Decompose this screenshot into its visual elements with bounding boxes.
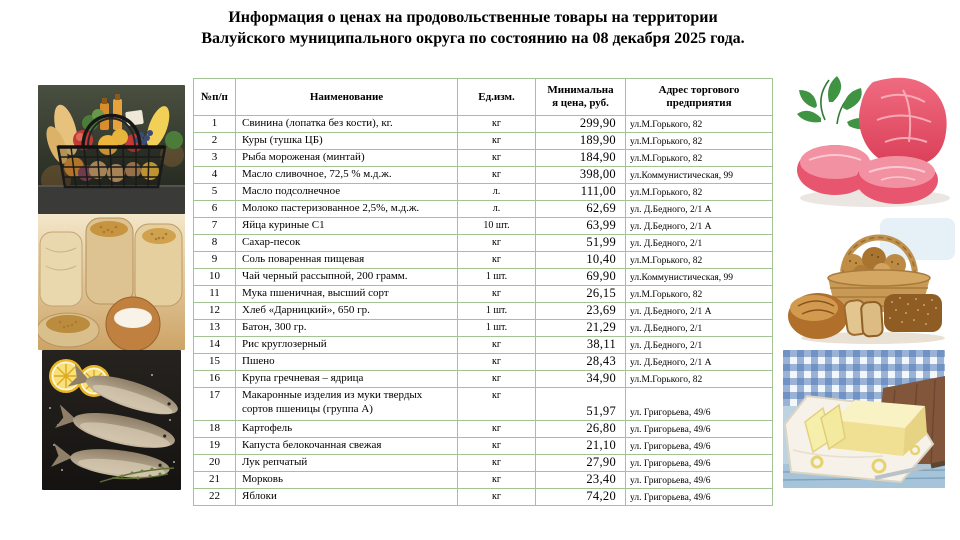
cell-address: ул.М.Горького, 82: [626, 116, 773, 133]
header-price: Минимальна я цена, руб.: [536, 79, 626, 116]
cell-num: 10: [194, 269, 236, 286]
bread-basket-photo: [788, 218, 955, 344]
cell-price: 38,11: [536, 337, 626, 354]
cell-price: 69,90: [536, 269, 626, 286]
cell-num: 6: [194, 201, 236, 218]
cell-price: 184,90: [536, 150, 626, 167]
cell-unit: кг: [458, 421, 536, 438]
cell-address: ул.М.Горького, 82: [626, 133, 773, 150]
table-row: [194, 337, 773, 354]
cell-address: ул. Григорьева, 49/6: [626, 455, 773, 472]
bread-basket-illustration: [788, 218, 955, 344]
cell-name: Капуста белокочанная свежая: [236, 438, 458, 455]
cell-num: 1: [194, 116, 236, 133]
cell-price: 23,40: [536, 472, 626, 489]
header-unit: Ед.изм.: [458, 79, 536, 116]
table-row: [194, 371, 773, 388]
cell-price: 299,90: [536, 116, 626, 133]
cell-address: ул. Григорьева, 49/6: [626, 438, 773, 455]
table-row: [194, 354, 773, 371]
cell-address: ул. Д.Бедного, 2/1: [626, 337, 773, 354]
cell-name: Яйца куриные С1: [236, 218, 458, 235]
cell-name: Мука пшеничная, высший сорт: [236, 286, 458, 303]
cell-address: ул.Коммунистическая, 99: [626, 167, 773, 184]
cell-price: 21,10: [536, 438, 626, 455]
table-row: [194, 320, 773, 337]
raw-meat-photo: [785, 68, 957, 215]
header-num: №п/п: [194, 79, 236, 116]
cell-num: 19: [194, 438, 236, 455]
cell-unit: л.: [458, 201, 536, 218]
cell-num: 12: [194, 303, 236, 320]
cell-name: Морковь: [236, 472, 458, 489]
cell-unit: кг: [458, 133, 536, 150]
cell-name: Лук репчатый: [236, 455, 458, 472]
table-row: [194, 438, 773, 455]
price-table-body: [194, 116, 773, 506]
cell-name: Чай черный рассыпной, 200 грамм.: [236, 269, 458, 286]
cell-address: ул.М.Горького, 82: [626, 252, 773, 269]
cell-name: Рис круглозерный: [236, 337, 458, 354]
cell-name: Макаронные изделия из муки твердых сортов пшеницы (группа А): [236, 388, 458, 421]
cell-address: ул.М.Горького, 82: [626, 150, 773, 167]
fish-with-lemon-photo: [42, 350, 181, 490]
cell-unit: кг: [458, 472, 536, 489]
cell-address: ул. Григорьева, 49/6: [626, 489, 773, 506]
cell-num: 20: [194, 455, 236, 472]
grain-sacks-photo: [38, 214, 185, 350]
table-row: [194, 472, 773, 489]
cell-price: 26,15: [536, 286, 626, 303]
cell-num: 11: [194, 286, 236, 303]
cell-unit: кг: [458, 438, 536, 455]
cell-num: 4: [194, 167, 236, 184]
cell-name: Молоко пастеризованное 2,5%, м.д.ж.: [236, 201, 458, 218]
cell-address: ул.М.Горького, 82: [626, 286, 773, 303]
table-row: [194, 489, 773, 506]
table-row: [194, 116, 773, 133]
cell-name: Пшено: [236, 354, 458, 371]
cell-unit: кг: [458, 455, 536, 472]
cell-price: 26,80: [536, 421, 626, 438]
raw-meat-illustration: [785, 68, 957, 215]
cell-address: ул. Григорьева, 49/6: [626, 388, 773, 421]
cell-num: 5: [194, 184, 236, 201]
cell-unit: кг: [458, 371, 536, 388]
cell-unit: кг: [458, 252, 536, 269]
cell-num: 18: [194, 421, 236, 438]
cell-address: ул. Григорьева, 49/6: [626, 421, 773, 438]
cell-price: 189,90: [536, 133, 626, 150]
cell-num: 21: [194, 472, 236, 489]
cell-unit: кг: [458, 286, 536, 303]
cell-address: ул. Д.Бедного, 2/1 А: [626, 303, 773, 320]
butter-photo: [783, 350, 945, 488]
table-row: [194, 303, 773, 320]
cell-num: 8: [194, 235, 236, 252]
price-table: [193, 78, 773, 506]
table-row: [194, 286, 773, 303]
cell-name: Батон, 300 гр.: [236, 320, 458, 337]
cell-price: 10,40: [536, 252, 626, 269]
cell-num: 3: [194, 150, 236, 167]
table-row: [194, 421, 773, 438]
cell-name: Хлеб «Дарницкий», 650 гр.: [236, 303, 458, 320]
fish-illustration: [42, 350, 181, 490]
cell-unit: кг: [458, 150, 536, 167]
header-name: Наименование: [236, 79, 458, 116]
cell-address: ул.М.Горького, 82: [626, 184, 773, 201]
table-row: [194, 150, 773, 167]
table-row: [194, 133, 773, 150]
cell-unit: кг: [458, 167, 536, 184]
cell-name: Яблоки: [236, 489, 458, 506]
cell-price: 74,20: [536, 489, 626, 506]
cell-unit: кг: [458, 354, 536, 371]
cell-address: ул. Д.Бедного, 2/1 А: [626, 201, 773, 218]
cell-unit: 10 шт.: [458, 218, 536, 235]
cell-price: 398,00: [536, 167, 626, 184]
cell-price: 111,00: [536, 184, 626, 201]
cell-name: Рыба мороженая (минтай): [236, 150, 458, 167]
table-row: [194, 388, 773, 421]
cell-num: 2: [194, 133, 236, 150]
grocery-basket-illustration: [38, 85, 185, 214]
butter-illustration: [783, 350, 945, 488]
cell-name: Свинина (лопатка без кости), кг.: [236, 116, 458, 133]
cell-price: 28,43: [536, 354, 626, 371]
page-title-line2: Валуйского муниципального округа по состоянию на 08 декабря 2025 года.: [201, 30, 745, 47]
cell-name: Масло сливочное, 72,5 % м.д.ж.: [236, 167, 458, 184]
cell-price: 51,99: [536, 235, 626, 252]
cell-address: ул. Д.Бедного, 2/1 А: [626, 354, 773, 371]
cell-unit: кг: [458, 388, 536, 421]
grain-sacks-illustration: [38, 214, 185, 350]
price-table-header: [194, 79, 773, 116]
cell-num: 15: [194, 354, 236, 371]
table-row: [194, 269, 773, 286]
cell-price: 63,99: [536, 218, 626, 235]
header-address: Адрес торгового предприятия: [626, 79, 773, 116]
cell-unit: кг: [458, 489, 536, 506]
cell-address: ул.М.Горького, 82: [626, 371, 773, 388]
cell-num: 9: [194, 252, 236, 269]
cell-address: ул.Коммунистическая, 99: [626, 269, 773, 286]
cell-name: Сахар-песок: [236, 235, 458, 252]
table-row: [194, 167, 773, 184]
cell-unit: кг: [458, 235, 536, 252]
cell-name: Масло подсолнечное: [236, 184, 458, 201]
cell-price: 62,69: [536, 201, 626, 218]
cell-address: ул. Д.Бедного, 2/1: [626, 235, 773, 252]
cell-address: ул. Д.Бедного, 2/1 А: [626, 218, 773, 235]
table-row: [194, 455, 773, 472]
table-row: [194, 235, 773, 252]
grocery-basket-photo: [38, 85, 185, 214]
page-title: [0, 7, 946, 49]
cell-num: 22: [194, 489, 236, 506]
cell-num: 13: [194, 320, 236, 337]
cell-price: 34,90: [536, 371, 626, 388]
cell-num: 16: [194, 371, 236, 388]
cell-unit: кг: [458, 337, 536, 354]
cell-unit: кг: [458, 116, 536, 133]
cell-address: ул. Григорьева, 49/6: [626, 472, 773, 489]
cell-unit: л.: [458, 184, 536, 201]
cell-name: Картофель: [236, 421, 458, 438]
cell-unit: 1 шт.: [458, 269, 536, 286]
cell-num: 7: [194, 218, 236, 235]
cell-name: Куры (тушка ЦБ): [236, 133, 458, 150]
cell-price: 21,29: [536, 320, 626, 337]
cell-address: ул. Д.Бедного, 2/1: [626, 320, 773, 337]
cell-name: Соль поваренная пищевая: [236, 252, 458, 269]
cell-name: Крупа гречневая – ядрица: [236, 371, 458, 388]
page-title-line1: Информация о ценах на продовольственные товары на территории: [228, 9, 718, 26]
cell-num: 14: [194, 337, 236, 354]
cell-price: 51,97: [536, 388, 626, 421]
cell-num: 17: [194, 388, 236, 421]
table-row: [194, 201, 773, 218]
table-row: [194, 218, 773, 235]
table-row: [194, 184, 773, 201]
cell-price: 27,90: [536, 455, 626, 472]
cell-price: 23,69: [536, 303, 626, 320]
cell-unit: 1 шт.: [458, 303, 536, 320]
table-row: [194, 252, 773, 269]
cell-unit: 1 шт.: [458, 320, 536, 337]
